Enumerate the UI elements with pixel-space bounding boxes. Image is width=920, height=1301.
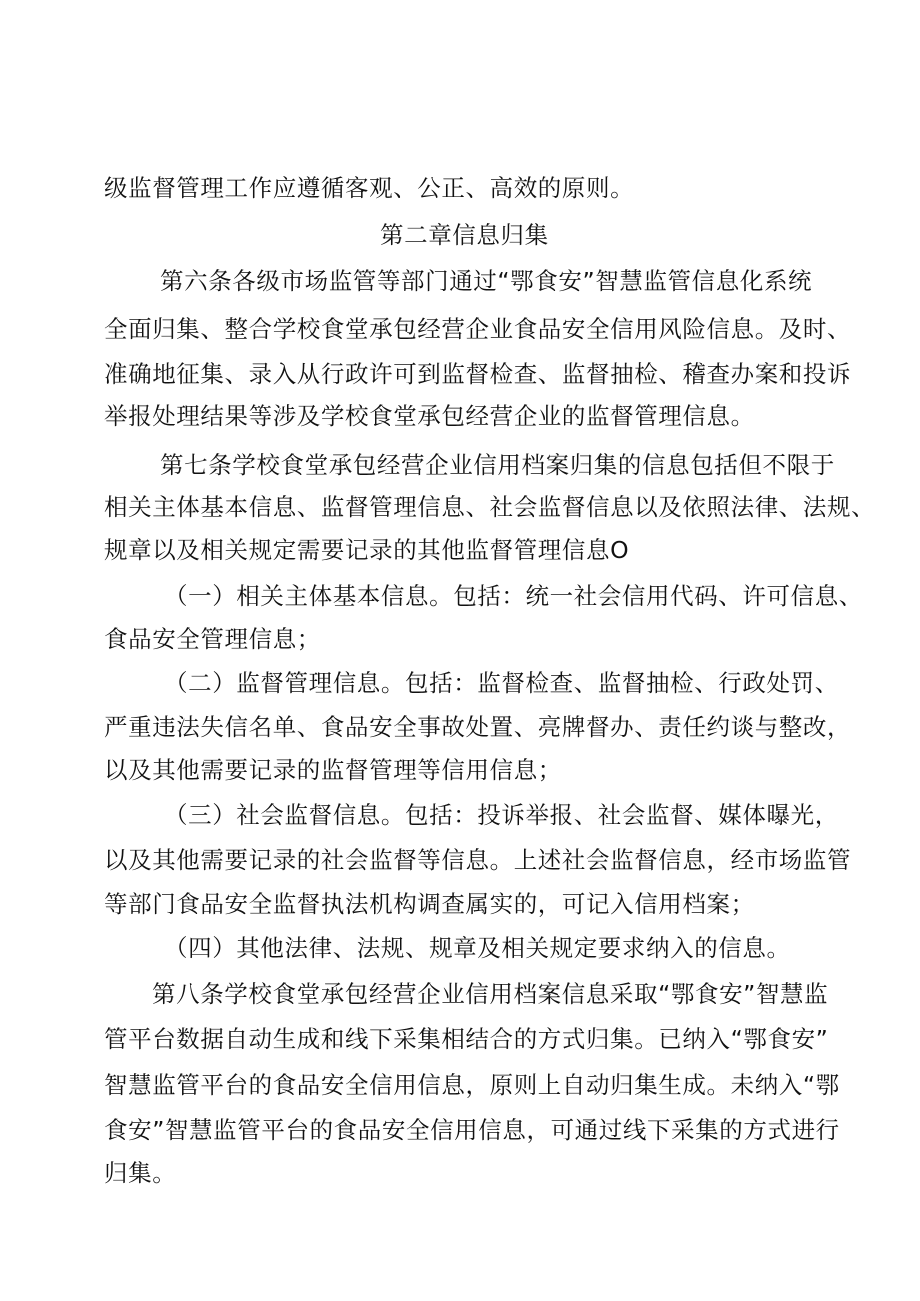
item-3-line-2: 以及其他需要记录的社会监督等信息。上述社会监督信息，经市场监管	[104, 846, 852, 874]
article-6-line-3: 准确地征集、录入从行政许可到监督检查、监督抽检、稽查办案和投诉	[104, 360, 852, 388]
article-8-line-1: 第八条学校食堂承包经营企业信用档案信息采取“鄂食安”智慧监	[152, 980, 829, 1008]
item-4-line-1: （四）其他法律、法规、规章及相关规定要求纳入的信息。	[164, 934, 791, 962]
article-7-line-1: 第七条学校食堂承包经营企业信用档案归集的信息包括但不限于	[160, 451, 835, 479]
article-7-line-3: 规章以及相关规定需要记录的其他监督管理信息O	[104, 536, 630, 564]
article-6-line-4: 举报处理结果等涉及学校食堂承包经营企业的监督管理信息。	[104, 402, 755, 430]
text-line-1: 级监督管理工作应遵循客观、公正、高效的原则。	[104, 174, 635, 202]
article-6-line-2: 全面归集、整合学校食堂承包经营企业食品安全信用风险信息。及时、	[104, 315, 852, 343]
item-2-line-2: 严重违法失信名单、食品安全事故处置、亮牌督办、责任约谈与整改，	[104, 713, 852, 741]
article-8-line-3: 智慧监管平台的食品安全信用信息，原则上自动归集生成。未纳入“鄂	[104, 1071, 840, 1099]
item-2-line-1: （二）监督管理信息。包括：监督检查、监督抽检、行政处罚、	[164, 669, 839, 697]
article-8-line-4: 食安”智慧监管平台的食品安全信用信息，可通过线下采集的方式进行	[104, 1116, 840, 1144]
chapter-heading: 第二章信息归集	[380, 221, 549, 249]
item-1-line-2: 食品安全管理信息；	[104, 625, 321, 653]
item-1-line-1: （一）相关主体基本信息。包括：统一社会信用代码、许可信息、	[164, 582, 863, 610]
article-8-line-5: 归集。	[104, 1159, 177, 1187]
item-3-line-1: （三）社会监督信息。包括：投诉举报、社会监督、媒体曝光，	[164, 801, 839, 829]
article-6-line-1: 第六条各级市场监管等部门通过“鄂食安”智慧监管信息化系统	[160, 267, 813, 295]
item-2-line-3: 以及其他需要记录的监督管理等信用信息；	[104, 756, 562, 784]
article-8-line-2: 管平台数据自动生成和线下采集相结合的方式归集。已纳入“鄂食安”	[104, 1025, 829, 1053]
item-3-line-3: 等部门食品安全监督执法机构调查属实的，可记入信用档案；	[104, 890, 755, 918]
article-7-line-2: 相关主体基本信息、监督管理信息、社会监督信息以及依照法律、法规、	[104, 493, 876, 521]
